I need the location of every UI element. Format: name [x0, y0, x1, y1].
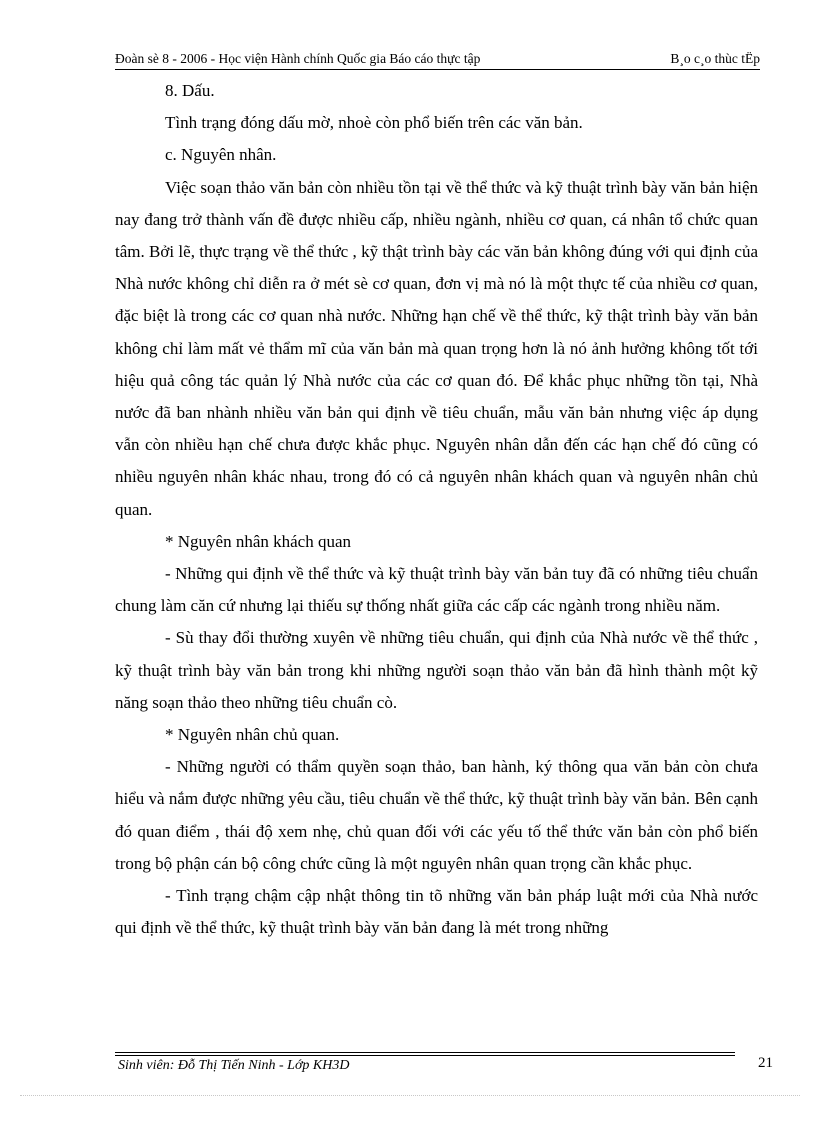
section-heading-dau: 8. Dấu. — [165, 81, 215, 100]
subheading-khach-quan: * Nguyên nhân khách quan — [165, 531, 352, 551]
footer-rule — [115, 1052, 735, 1053]
page-bottom-dotted-line — [20, 1095, 800, 1096]
section-heading-nguyen-nhan: c. Nguyên nhân. — [165, 145, 277, 165]
footer-rule — [115, 1055, 735, 1056]
header-right-text: B¸o c¸o thùc tËp — [670, 51, 760, 66]
document-body — [115, 75, 758, 944]
paragraph: - Những người có thẩm quyền soạn thảo, ban hành, ký thông qua văn bản còn chưa hiểu và nắm được những yêu cầu, tiêu chuẩn về thể thức, kỹ thuật trình bày văn bản. Bên cạnh đó quan điểm , thái độ xem nhẹ, chủ quan đối với các yếu tố thể thức văn bản còn phổ biến trong bộ phận cán bộ công chức cũng là một nguyên nhân quan trọng cần khắc phục. — [115, 757, 758, 873]
paragraph: Tình trạng đóng dấu mờ, nhoè còn phổ biến trên các văn bản. — [165, 113, 583, 133]
paragraph: - Sù thay đổi thường xuyên về những tiêu chuẩn, qui định của Nhà nước về thể thức , kỹ thuật trình bày văn bản trong khi những người soạn thảo văn bản đã hình thành một kỹ năng soạn thảo theo những tiêu chuẩn cò. — [115, 628, 758, 712]
subheading-chu-quan: * Nguyên nhân chủ quan. — [165, 725, 340, 745]
paragraph: Việc soạn thảo văn bản còn nhiều tồn tại về thể thức và kỹ thuật trình bày văn bản hiện nay đang trở thành vấn đề được nhiều cấp, nhiều ngành, nhiều cơ quan, cá nhân tổ chức quan tâm. Bởi lẽ, thực trạng về thể thức , kỹ thật trình bày các văn bản không đúng với qui định của Nhà nước không chỉ diễn ra ở mét sè cơ quan, đơn vị mà nó là một thực tế của nhiều cơ quan, đặc biệt là trong các cơ quan nhà nước. Những hạn chế về thể thức, kỹ thật trình bày văn bản không chỉ làm mất vẻ thẩm mĩ của văn bản mà quan trọng hơn là nó ảnh hưởng không tốt tới hiệu quả công tác quản lý Nhà nước của các cơ quan đó. Để khắc phục những tồn tại, Nhà nước đã ban nhành nhiều văn bản qui định về tiêu chuẩn, mẫu văn bản nhưng việc áp dụng vẫn còn nhiều hạn chế chưa được khắc phục. Nguyên nhân dẫn đến các hạn chế đó cũng có nhiều nguyên nhân khác nhau, trong đó có cả nguyên nhân khách quan và nguyên nhân chủ quan. — [115, 177, 758, 519]
paragraph: - Tình trạng chậm cập nhật thông tin tõ những văn bản pháp luật mới của Nhà nước qui định về thể thức, kỹ thuật trình bày văn bản đang là mét trong những — [115, 886, 758, 938]
footer-author: Sinh viên: Đỗ Thị Tiến Ninh - Lớp KH3D — [118, 1058, 350, 1073]
page-number: 21 — [758, 1055, 773, 1071]
header-left-text: Đoàn sè 8 - 2006 - Học viện Hành chính Quốc gia Báo cáo thực tập — [115, 51, 481, 66]
page-header — [115, 49, 760, 70]
paragraph: - Những qui định về thể thức và kỹ thuật trình bày văn bản tuy đã có những tiêu chuẩn chung làm căn cứ nhưng lại thiếu sự thống nhất giữa các cấp các ngành trong nhiều năm. — [115, 564, 758, 616]
